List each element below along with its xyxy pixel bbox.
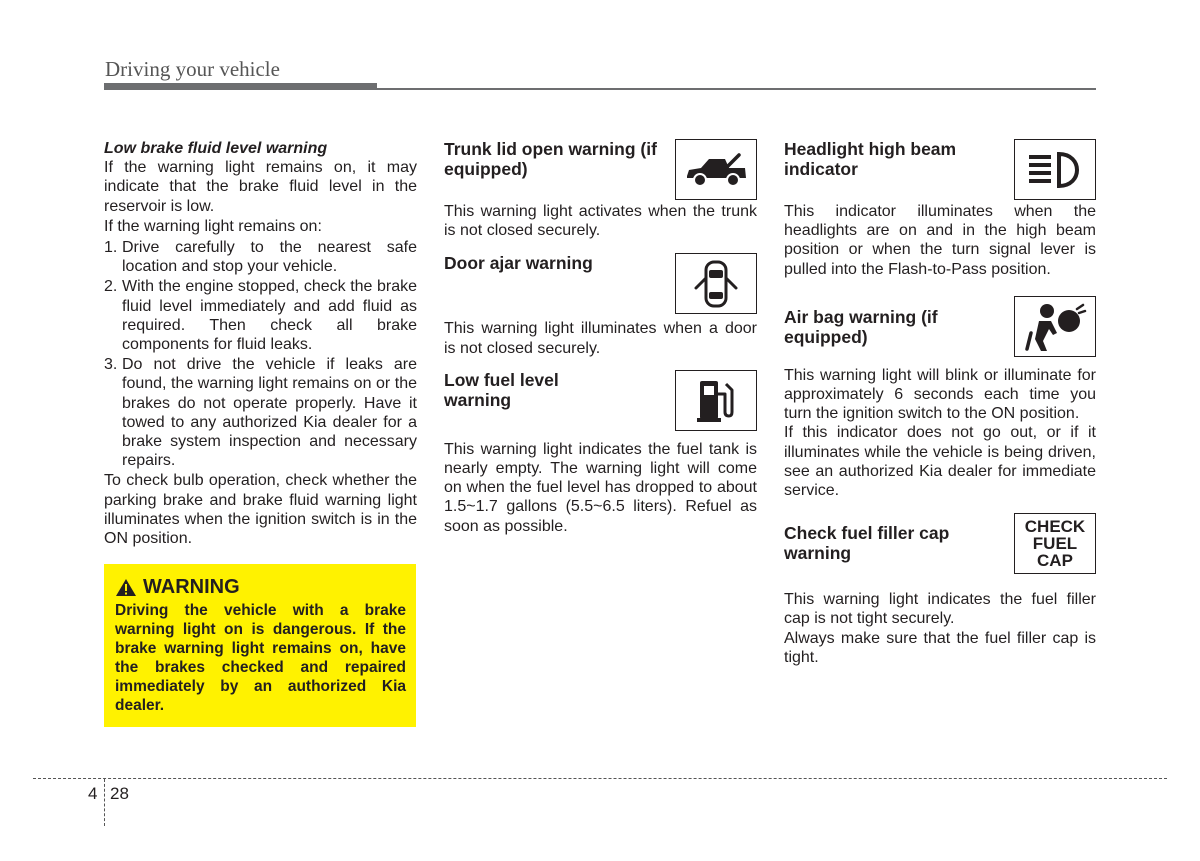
low-fuel-body: This warning light indicates the fuel tank is nearly empty. The warning light will come on when the fuel level has dropped to about 1.5~1.7 gallons (5.5~6.5 liters). Refuel as soon as possible. xyxy=(444,440,757,535)
trunk-lid-body: This warning light activates when the trunk is not closed securely. xyxy=(444,203,757,240)
column-right xyxy=(784,139,1096,667)
fuel-cap-body-1: This warning light indicates the fuel filler cap is not tight securely. xyxy=(784,591,1096,628)
trunk-icon-box xyxy=(675,139,757,200)
trunk-lid-section xyxy=(444,139,757,202)
check-fuel-cap-icon-box xyxy=(1014,513,1096,574)
trunk-lid-heading: Trunk lid open warning (if equipped) xyxy=(444,139,657,179)
page-chapter: 4 xyxy=(88,784,98,803)
door-ajar-section xyxy=(444,253,757,315)
door-ajar-body: This warning light illuminates when a door is not closed securely. xyxy=(444,320,757,357)
step-text: With the engine stopped, check the brake fluid level immediately and add fluid as required. Then check all brake components for fluid leaks. xyxy=(122,278,417,354)
brake-fluid-para2: If the warning light remains on: xyxy=(104,217,322,235)
fuel-cap-heading: Check fuel filler cap warning xyxy=(784,523,950,564)
airbag-section xyxy=(784,307,1096,371)
header-rule-thick xyxy=(104,83,377,90)
airbag-icon xyxy=(1023,299,1087,353)
warning-heading xyxy=(115,576,406,599)
step-number: 1. xyxy=(104,239,118,257)
brake-fluid-subheading: Low brake fluid level warning xyxy=(104,140,328,157)
airbag-icon-box xyxy=(1014,296,1096,357)
high-beam-heading: Headlight high beam indicator xyxy=(784,139,957,179)
page-header-title: Driving your vehicle xyxy=(105,57,280,81)
warning-triangle-icon xyxy=(115,578,137,597)
header-rule-thin xyxy=(377,88,1096,90)
check-fuel-cap-line: FUEL xyxy=(1032,534,1078,554)
trunk-open-icon xyxy=(683,150,749,190)
brake-fluid-steps xyxy=(104,238,417,470)
step-number: 2. xyxy=(104,278,118,296)
fuel-cap-body-2: Always make sure that the fuel filler cap is tight. xyxy=(784,629,1096,666)
check-fuel-cap-icon xyxy=(1025,518,1085,569)
list-item xyxy=(104,277,417,354)
door-ajar-heading: Door ajar warning xyxy=(444,253,593,274)
high-beam-icon-box xyxy=(1014,139,1096,200)
high-beam-body: This indicator illuminates when the headlights are on and in the high beam position or when the turn signal lever is pulled into the Flash-to-Pass position. xyxy=(784,203,1096,278)
fuel-icon-box xyxy=(675,370,757,431)
brake-fluid-para3: To check bulb operation, check whether the parking brake and brake fluid warning light illuminates when the ignition switch is in the ON position. xyxy=(104,472,417,548)
footer-dotted-rule xyxy=(33,778,1167,779)
column-middle xyxy=(444,139,757,536)
check-fuel-cap-line: CHECK xyxy=(1024,517,1086,537)
fuel-pump-icon xyxy=(695,376,737,424)
step-text: Drive carefully to the nearest safe location and stop your vehicle. xyxy=(122,239,417,276)
warning-box xyxy=(104,564,416,727)
column-left xyxy=(104,139,417,548)
door-icon-box xyxy=(675,253,757,314)
high-beam-section xyxy=(784,139,1096,202)
check-fuel-cap-line: CAP xyxy=(1037,551,1073,571)
warning-body: Driving the vehicle with a brake warning light on is dangerous. If the brake warning light remains on, have the brakes checked and repaired immediately by an authorized Kia dealer. xyxy=(115,602,406,714)
airbag-body-2: If this indicator does not go out, or if it illuminates while the vehicle is being driven, see an authorized Kia dealer for immediate service. xyxy=(784,424,1096,500)
page-number: 28 xyxy=(110,784,129,803)
door-ajar-icon xyxy=(691,258,741,310)
warning-title: WARNING xyxy=(143,576,240,598)
list-item xyxy=(104,238,417,276)
brake-fluid-para1: If the warning light remains on, it may indicate that the brake fluid level in the reservoir is low. xyxy=(104,159,417,215)
low-fuel-heading: Low fuel level warning xyxy=(444,369,559,410)
fuel-cap-section xyxy=(784,517,1096,590)
step-text: Do not drive the vehicle if leaks are found, the warning light remains on or the brakes do not operate properly. Have it towed to any authorized Kia dealer for a brake system inspection and necessary repairs. xyxy=(122,356,417,470)
footer-vertical-rule xyxy=(104,779,105,826)
step-number: 3. xyxy=(104,356,118,374)
high-beam-icon xyxy=(1023,148,1087,192)
list-item xyxy=(104,355,417,470)
airbag-body-1: This warning light will blink or illuminate for approximately 6 seconds each time you turn the ignition switch to the ON position. xyxy=(784,366,1096,423)
low-fuel-section xyxy=(444,370,757,431)
airbag-heading: Air bag warning (if equipped) xyxy=(784,306,938,347)
